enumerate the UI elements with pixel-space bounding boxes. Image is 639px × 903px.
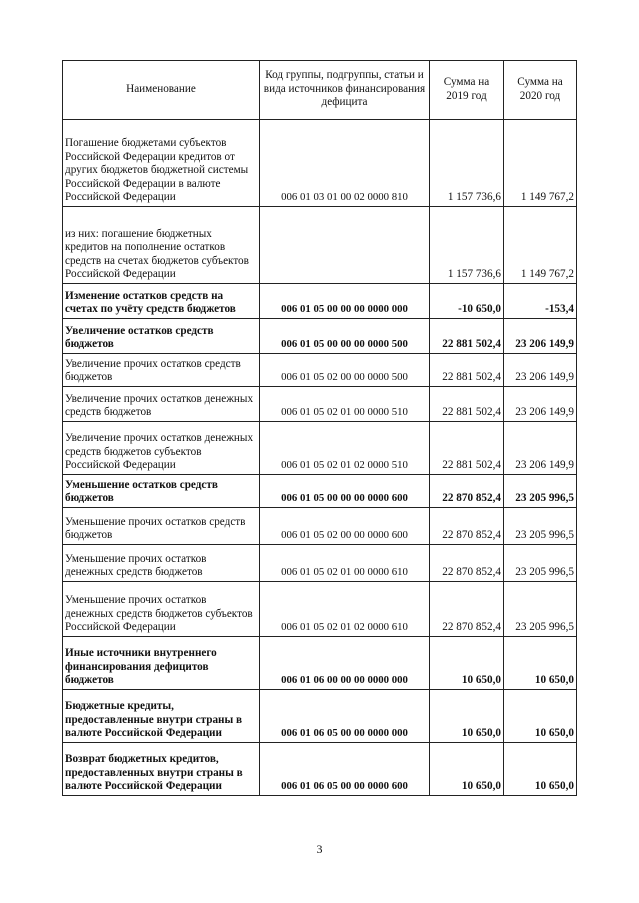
table-row — [63, 422, 577, 475]
row-code: 006 01 06 05 00 00 0000 000 — [260, 690, 430, 743]
table-row — [63, 354, 577, 387]
row-sum-2020: -153,4 — [504, 284, 577, 319]
header-sum-2019: Сумма на 2019 год — [430, 61, 504, 120]
row-code: 006 01 05 02 01 00 0000 510 — [260, 387, 430, 422]
header-name: Наименование — [63, 61, 260, 120]
row-name: Иные источники внутреннего финансирования дефицитов бюджетов — [63, 637, 260, 690]
row-sum-2019: 1 157 736,6 — [430, 120, 504, 207]
row-sum-2020: 10 650,0 — [504, 743, 577, 796]
row-sum-2020: 23 206 149,9 — [504, 422, 577, 475]
row-name: Бюджетные кредиты, предоставленные внутри страны в валюте Российской Федерации — [63, 690, 260, 743]
row-sum-2019: -10 650,0 — [430, 284, 504, 319]
row-code: 006 01 05 00 00 00 0000 000 — [260, 284, 430, 319]
row-name: Увеличение прочих остатков денежных средств бюджетов — [63, 387, 260, 422]
row-sum-2019: 22 870 852,4 — [430, 475, 504, 508]
row-sum-2019: 1 157 736,6 — [430, 207, 504, 284]
row-code: 006 01 05 00 00 00 0000 500 — [260, 319, 430, 354]
row-code: 006 01 03 01 00 02 0000 810 — [260, 120, 430, 207]
table-row — [63, 582, 577, 637]
row-sum-2020: 23 205 996,5 — [504, 582, 577, 637]
row-name: Возврат бюджетных кредитов, предоставленных внутри страны в валюте Российской Федерации — [63, 743, 260, 796]
row-sum-2019: 22 870 852,4 — [430, 582, 504, 637]
row-sum-2019: 22 881 502,4 — [430, 387, 504, 422]
row-name: Уменьшение прочих остатков денежных средств бюджетов субъектов Российской Федерации — [63, 582, 260, 637]
table-row — [63, 207, 577, 284]
row-code: 006 01 05 02 00 00 0000 600 — [260, 508, 430, 545]
table-row — [63, 545, 577, 582]
row-name: Уменьшение остатков средств бюджетов — [63, 475, 260, 508]
table-row — [63, 387, 577, 422]
table-row — [63, 743, 577, 796]
row-code: 006 01 05 00 00 00 0000 600 — [260, 475, 430, 508]
row-code: 006 01 06 00 00 00 0000 000 — [260, 637, 430, 690]
table-row — [63, 690, 577, 743]
row-sum-2020: 23 206 149,9 — [504, 354, 577, 387]
row-name: Уменьшение прочих остатков средств бюджетов — [63, 508, 260, 545]
row-name: Уменьшение прочих остатков денежных средств бюджетов — [63, 545, 260, 582]
row-sum-2020: 23 205 996,5 — [504, 545, 577, 582]
page-number: 3 — [316, 842, 323, 856]
row-name: Увеличение прочих остатков денежных средств бюджетов субъектов Российской Федерации — [63, 422, 260, 475]
table-row — [63, 284, 577, 319]
row-sum-2020: 23 205 996,5 — [504, 508, 577, 545]
row-name: Увеличение остатков средств бюджетов — [63, 319, 260, 354]
row-code: 006 01 06 05 00 00 0000 600 — [260, 743, 430, 796]
row-sum-2019: 22 881 502,4 — [430, 319, 504, 354]
table-row — [63, 120, 577, 207]
row-code: 006 01 05 02 01 02 0000 610 — [260, 582, 430, 637]
sources-of-financing-table — [62, 60, 577, 796]
table-row — [63, 637, 577, 690]
row-sum-2020: 23 206 149,9 — [504, 319, 577, 354]
row-sum-2020: 23 205 996,5 — [504, 475, 577, 508]
row-sum-2020: 23 206 149,9 — [504, 387, 577, 422]
table-header-row — [63, 61, 577, 120]
table-row — [63, 475, 577, 508]
table-row — [63, 319, 577, 354]
row-name: из них: погашение бюджетных кредитов на пополнение остатков средств на счетах бюджетов субъектов Российской Федерации — [63, 207, 260, 284]
row-sum-2020: 1 149 767,2 — [504, 207, 577, 284]
row-sum-2019: 22 870 852,4 — [430, 545, 504, 582]
row-sum-2019: 10 650,0 — [430, 637, 504, 690]
row-sum-2019: 10 650,0 — [430, 690, 504, 743]
row-sum-2019: 22 881 502,4 — [430, 354, 504, 387]
row-name: Увеличение прочих остатков средств бюджетов — [63, 354, 260, 387]
row-code: 006 01 05 02 00 00 0000 500 — [260, 354, 430, 387]
header-code: Код группы, подгруппы, статьи и вида источников финансирования дефицита — [260, 61, 430, 120]
row-sum-2019: 10 650,0 — [430, 743, 504, 796]
header-sum-2020: Сумма на 2020 год — [504, 61, 577, 120]
row-sum-2020: 10 650,0 — [504, 690, 577, 743]
row-sum-2020: 10 650,0 — [504, 637, 577, 690]
row-sum-2020: 1 149 767,2 — [504, 120, 577, 207]
row-sum-2019: 22 870 852,4 — [430, 508, 504, 545]
row-code: 006 01 05 02 01 00 0000 610 — [260, 545, 430, 582]
row-code — [260, 207, 430, 284]
table-row — [63, 508, 577, 545]
row-sum-2019: 22 881 502,4 — [430, 422, 504, 475]
row-name: Изменение остатков средств на счетах по учёту средств бюджетов — [63, 284, 260, 319]
row-code: 006 01 05 02 01 02 0000 510 — [260, 422, 430, 475]
row-name: Погашение бюджетами субъектов Российской Федерации кредитов от других бюджетов бюджетной системы Российской Федерации в валюте Российской Федерации — [63, 120, 260, 207]
